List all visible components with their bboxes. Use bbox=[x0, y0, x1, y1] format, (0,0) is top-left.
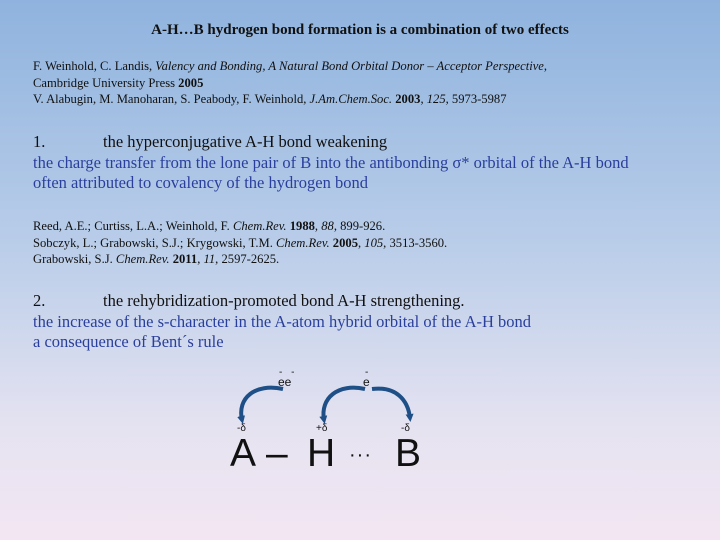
reference-text: Sobczyk, L.; Grabowski, S.J.; Krygowski, T.M. bbox=[33, 235, 277, 250]
covalent-bond: – bbox=[266, 432, 288, 475]
effect-2-title: the rehybridization-promoted bond A-H strengthening. bbox=[103, 291, 465, 310]
reference-text: , bbox=[357, 235, 365, 250]
effect-1-note: often attributed to covalency of the hydrogen bond bbox=[33, 173, 368, 193]
electron-single: e bbox=[363, 375, 370, 389]
reference-text: 11 bbox=[203, 252, 216, 267]
reference-text: 2005 bbox=[178, 75, 204, 90]
reference-text: 2005 bbox=[332, 235, 358, 250]
atom-h: H bbox=[307, 432, 336, 475]
atom-b: B bbox=[395, 432, 422, 475]
reference-text: Valency and Bonding, A Natural Bond Orbital Donor – Acceptor Perspective bbox=[155, 59, 544, 73]
reference-text: Chem.Rev. bbox=[232, 219, 287, 233]
reference-text: , 3513-3560. bbox=[383, 235, 448, 250]
electron-dots-right: - bbox=[365, 367, 372, 378]
effect-1-number: 1. bbox=[33, 132, 46, 151]
reference-text: 1988 bbox=[289, 219, 315, 233]
reference-text: V. Alabugin, M. Manoharan, S. Peabody, F. Weinhold, bbox=[33, 92, 310, 107]
arrow-right bbox=[323, 388, 365, 420]
effect-2-number: 2. bbox=[33, 291, 46, 310]
reference-text: , bbox=[543, 59, 548, 73]
effect-2-description: the increase of the s-character in the A-atom hybrid orbital of the A-H bond bbox=[33, 311, 532, 331]
electron-pair: ee bbox=[278, 375, 292, 389]
reference-text: Cambridge University Press bbox=[33, 75, 179, 90]
reference-text: , 2597-2625. bbox=[215, 252, 280, 267]
reference-text: J.Am.Chem.Soc. bbox=[309, 92, 393, 107]
effect-1-title: the hyperconjugative A-H bond weakening bbox=[103, 132, 388, 151]
electron-dots-left: - - bbox=[279, 367, 298, 378]
reference-text: , bbox=[314, 219, 322, 233]
charge-a: -δ bbox=[237, 423, 246, 434]
reference-text: , bbox=[197, 252, 204, 267]
reference-text: Reed, A.E.; Curtiss, L.A.; Weinhold, F. bbox=[33, 219, 233, 233]
effect-2-note: a consequence of Bent´s rule bbox=[33, 332, 224, 352]
reference-text: Grabowski, S.J. bbox=[33, 252, 116, 267]
reference-text: , 899-926. bbox=[333, 219, 386, 233]
slide-title: A-H…B hydrogen bond formation is a combination of two effects bbox=[151, 22, 569, 38]
arrow-left bbox=[241, 388, 283, 420]
reference-text: Chem.Rev. bbox=[276, 235, 330, 250]
reference-text: F. Weinhold, C. Landis, bbox=[33, 59, 156, 73]
charge-b: -δ bbox=[401, 423, 410, 434]
effect-1-description: the charge transfer from the lone pair of B into the antibonding σ* orbital of the A-H bond bbox=[33, 152, 629, 172]
reference-text: , 5973-5987 bbox=[445, 92, 507, 107]
reference-text: 88 bbox=[321, 219, 334, 233]
arrow-right-tail bbox=[372, 389, 410, 418]
atom-a: A bbox=[230, 432, 257, 475]
reference-text: 105 bbox=[364, 235, 384, 250]
hydrogen-bond-dots: ··· bbox=[349, 444, 372, 466]
reference-text: 2003 bbox=[395, 92, 421, 107]
reference-text: Chem.Rev. bbox=[115, 252, 170, 267]
charge-h: +δ bbox=[316, 423, 328, 434]
reference-text: , bbox=[420, 92, 427, 107]
reference-text: 125 bbox=[426, 92, 446, 107]
reference-text: 2011 bbox=[172, 252, 198, 267]
